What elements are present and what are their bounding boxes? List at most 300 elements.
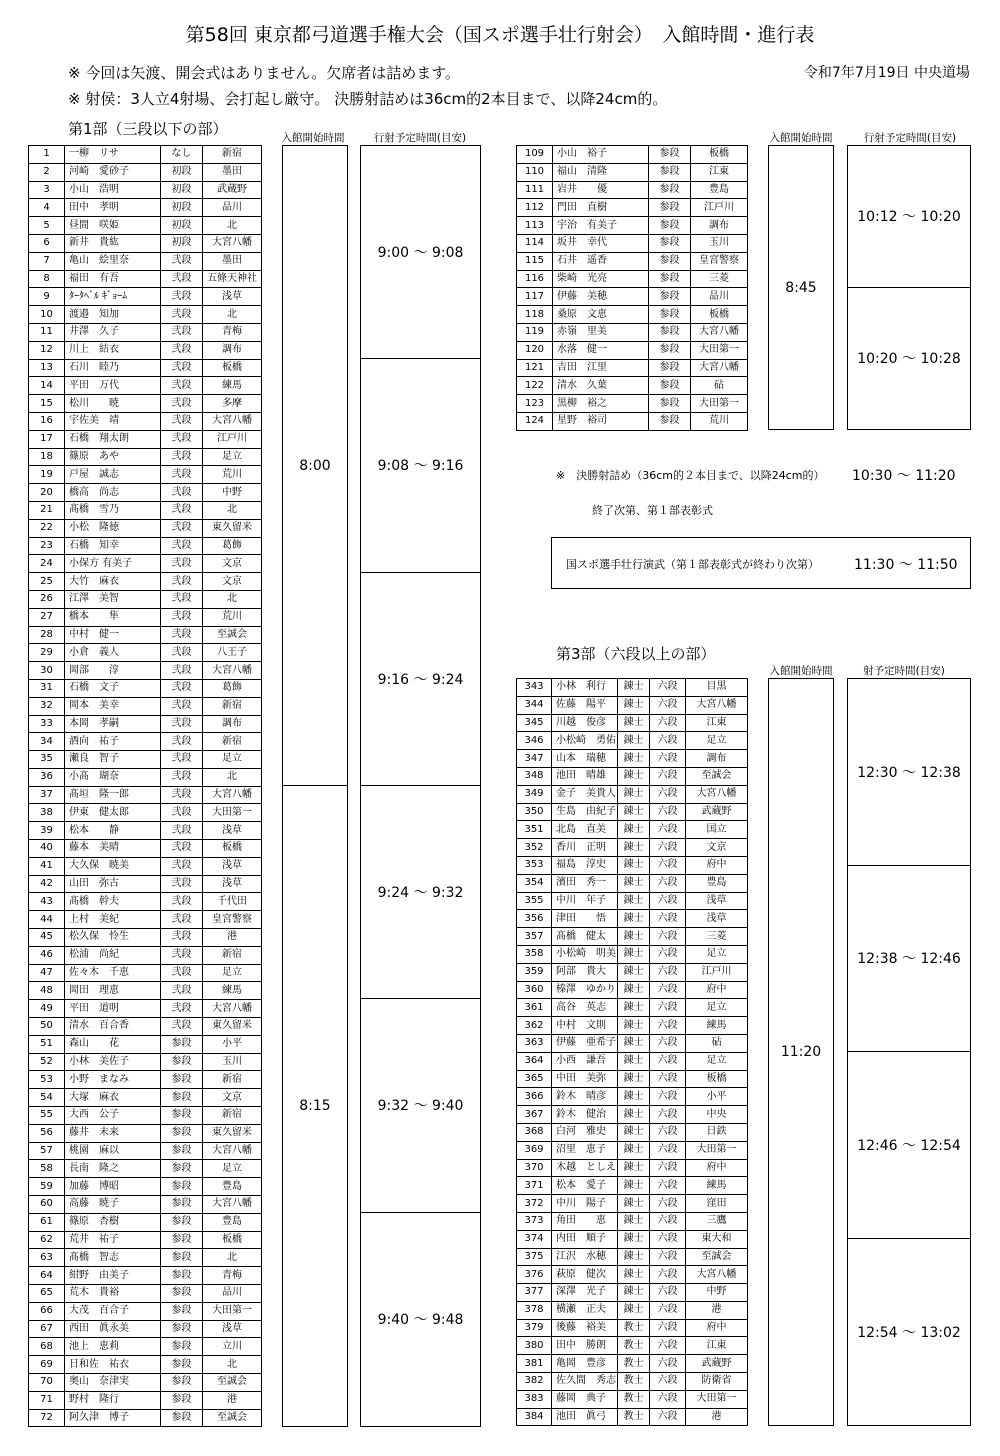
table-cell: 金子 美貴人 [552, 785, 618, 803]
table-cell: 30 [29, 662, 65, 680]
table-cell: 弐段 [161, 252, 203, 270]
table-cell: 新宿 [203, 733, 262, 751]
table-row [29, 893, 262, 911]
table-cell: 弐段 [161, 501, 203, 519]
table-cell: 北 [203, 501, 262, 519]
table-row [29, 786, 262, 804]
table-cell: 東久留米 [203, 519, 262, 537]
table-cell: 352 [517, 839, 552, 857]
table-cell: 参段 [161, 1053, 203, 1071]
table-row [517, 1266, 748, 1284]
table-cell: 川越 俊彦 [552, 714, 618, 732]
table-cell: 弐段 [161, 270, 203, 288]
table-cell: 錬士 [618, 1088, 650, 1106]
table-cell: 16 [29, 412, 65, 430]
table-row [29, 217, 262, 235]
table-cell: 参段 [649, 341, 691, 359]
table-cell: 20 [29, 484, 65, 502]
table-cell: 六段 [650, 1337, 686, 1355]
table-cell: 弐段 [161, 751, 203, 769]
table-cell: 武蔵野 [686, 1355, 748, 1373]
table-cell: 377 [517, 1284, 552, 1302]
table-row [29, 982, 262, 1000]
table-cell: 349 [517, 785, 552, 803]
table-cell: 六段 [650, 1106, 686, 1124]
table-row [517, 1106, 748, 1124]
table-cell: 70 [29, 1373, 65, 1391]
table-cell: 弐段 [161, 929, 203, 947]
part2-participant-table [516, 145, 748, 431]
table-cell: 足立 [686, 1052, 748, 1070]
table-cell: 六段 [650, 981, 686, 999]
table-cell: 亀山 絵里奈 [65, 252, 161, 270]
table-cell: 足立 [203, 751, 262, 769]
part3-title: 第3部（六段以上の部） [556, 645, 716, 663]
table-row [29, 590, 262, 608]
table-cell: 六段 [650, 1230, 686, 1248]
table-cell: 松本 愛子 [552, 1177, 618, 1195]
table-row [517, 395, 748, 413]
shoot-time-cell: 12:54 ～ 13:02 [857, 1324, 961, 1341]
table-cell: 北 [203, 217, 262, 235]
table-cell: 石井 遥香 [553, 252, 649, 270]
table-cell: 113 [517, 217, 553, 235]
table-cell: 錬士 [618, 1266, 650, 1284]
award-ceremony-label: 終了次第、第１部表彰式 [592, 504, 713, 517]
table-cell: 港 [203, 929, 262, 947]
table-row [29, 1302, 262, 1320]
table-cell: 六段 [650, 1373, 686, 1391]
table-cell: 大田第一 [686, 1141, 748, 1159]
table-cell: 374 [517, 1230, 552, 1248]
table-cell: 65 [29, 1285, 65, 1303]
table-row [517, 412, 748, 430]
table-cell: 武蔵野 [203, 181, 262, 199]
table-cell: 参段 [649, 359, 691, 377]
table-cell: 江澤 美智 [65, 590, 161, 608]
table-cell: 北 [203, 306, 262, 324]
table-cell: 錬士 [618, 679, 650, 697]
table-cell: 東久留米 [203, 1124, 262, 1142]
table-cell: 目黒 [686, 679, 748, 697]
table-cell: 35 [29, 751, 65, 769]
table-cell: 弐段 [161, 964, 203, 982]
table-cell: 石橋 文子 [65, 679, 161, 697]
table-row [517, 714, 748, 732]
part2-entry-header: 入館開始時間 [769, 132, 833, 144]
table-cell: 小林 美佐子 [65, 1053, 161, 1071]
part3-entry-header: 入館開始時間 [769, 665, 833, 677]
table-cell: 福田 有吾 [65, 270, 161, 288]
table-row [29, 484, 262, 502]
table-cell: 皇宮警察 [691, 252, 748, 270]
table-cell: 362 [517, 1017, 552, 1035]
table-cell: 六段 [650, 1088, 686, 1106]
table-cell: 67 [29, 1320, 65, 1338]
table-cell: 北島 直美 [552, 821, 618, 839]
table-row [29, 359, 262, 377]
table-cell: 六段 [650, 1408, 686, 1426]
table-cell: 368 [517, 1123, 552, 1141]
entry-time-cell: 8:15 [299, 1098, 331, 1114]
table-cell: 355 [517, 892, 552, 910]
table-cell: 参段 [161, 1302, 203, 1320]
table-cell: 弐段 [161, 786, 203, 804]
table-row [517, 1177, 748, 1195]
table-cell: 野村 隆行 [65, 1391, 161, 1409]
table-cell: 123 [517, 395, 553, 413]
table-cell: 砧 [691, 377, 748, 395]
table-cell: 54 [29, 1089, 65, 1107]
table-cell: 墨田 [203, 252, 262, 270]
table-cell: 中野 [686, 1284, 748, 1302]
table-row [517, 1088, 748, 1106]
table-cell: 柴崎 光亮 [553, 270, 649, 288]
table-cell: 40 [29, 840, 65, 858]
table-cell: 小野 まなみ [65, 1071, 161, 1089]
table-cell: 福島 淳史 [552, 856, 618, 874]
part2-entry-time: 8:45 [768, 145, 834, 430]
table-row [29, 715, 262, 733]
table-cell: 中央 [686, 1106, 748, 1124]
table-row [29, 341, 262, 359]
table-cell: 参段 [161, 1071, 203, 1089]
table-cell: 参段 [649, 306, 691, 324]
table-cell: 浅草 [203, 857, 262, 875]
table-cell: 錬士 [618, 910, 650, 928]
table-row [29, 270, 262, 288]
table-cell: 池田 眞弓 [552, 1408, 618, 1426]
table-cell: 参段 [161, 1409, 203, 1427]
table-row [517, 945, 748, 963]
table-cell: 353 [517, 856, 552, 874]
table-cell: 弐段 [161, 768, 203, 786]
table-cell: 45 [29, 929, 65, 947]
table-cell: 板橋 [203, 359, 262, 377]
table-cell: 51 [29, 1035, 65, 1053]
entry-time-cell: 8:00 [283, 146, 347, 786]
table-cell: 調布 [203, 341, 262, 359]
table-cell: 大宮八幡 [203, 662, 262, 680]
table-cell: 津田 悟 [552, 910, 618, 928]
table-cell: 弐段 [161, 395, 203, 413]
table-cell: 教士 [618, 1319, 650, 1337]
table-row [29, 946, 262, 964]
table-cell: 練馬 [203, 982, 262, 1000]
table-cell: 港 [203, 1391, 262, 1409]
table-cell: 六段 [650, 1034, 686, 1052]
table-cell: 小保方 有美子 [65, 555, 161, 573]
table-cell: 弐段 [161, 323, 203, 341]
table-cell: 高谷 英志 [552, 999, 618, 1017]
table-row [29, 911, 262, 929]
table-cell: 松川 暁 [65, 395, 161, 413]
table-cell: 品川 [203, 199, 262, 217]
table-cell: 118 [517, 306, 553, 324]
table-row [29, 1124, 262, 1142]
table-cell: 錬士 [618, 785, 650, 803]
table-cell: 石橋 翔太朗 [65, 430, 161, 448]
table-cell: 373 [517, 1212, 552, 1230]
table-row [517, 270, 748, 288]
table-cell: 府中 [686, 856, 748, 874]
table-cell: 一柳 リサ [65, 146, 161, 164]
table-cell: 六段 [650, 1052, 686, 1070]
table-row [29, 822, 262, 840]
table-cell: 浅草 [686, 910, 748, 928]
shoot-time-cell: 12:38 ～ 12:46 [848, 866, 970, 1053]
table-cell: 豊島 [203, 1213, 262, 1231]
table-cell: 板橋 [691, 306, 748, 324]
table-cell: 357 [517, 928, 552, 946]
table-cell: 錬士 [618, 1052, 650, 1070]
table-row [517, 821, 748, 839]
table-row [29, 1196, 262, 1214]
table-cell: 足立 [203, 1160, 262, 1178]
table-cell: 錬士 [618, 1212, 650, 1230]
table-cell: 26 [29, 590, 65, 608]
table-cell: 9 [29, 288, 65, 306]
table-cell: 36 [29, 768, 65, 786]
table-cell: 弐段 [161, 537, 203, 555]
table-cell: 参段 [161, 1356, 203, 1374]
table-row [517, 1017, 748, 1035]
table-cell: 六段 [650, 1248, 686, 1266]
table-cell: 379 [517, 1319, 552, 1337]
table-cell: 参段 [161, 1249, 203, 1267]
table-cell: 清水 百合香 [65, 1018, 161, 1036]
table-cell: 井澤 久子 [65, 323, 161, 341]
table-cell: 調布 [686, 750, 748, 768]
table-cell: 武蔵野 [686, 803, 748, 821]
table-row [517, 341, 748, 359]
table-cell: 宇治 有美子 [553, 217, 649, 235]
table-cell: 六段 [650, 1266, 686, 1284]
demo-label: 国スポ選手壮行演武（第１部表彰式が終わり次第） [566, 558, 819, 571]
table-cell: 小髙 瑚奈 [65, 768, 161, 786]
table-cell: 紺野 由美子 [65, 1267, 161, 1285]
table-row [517, 1355, 748, 1373]
table-cell: 佐々木 千恵 [65, 964, 161, 982]
table-row [517, 252, 748, 270]
table-cell: 371 [517, 1177, 552, 1195]
table-cell: 錬士 [618, 1141, 650, 1159]
table-cell: 小山 浩明 [65, 181, 161, 199]
table-cell: 三鷹 [686, 1212, 748, 1230]
table-cell: 116 [517, 270, 553, 288]
table-cell: 錬士 [618, 1230, 650, 1248]
table-cell: 弐段 [161, 982, 203, 1000]
table-cell: 大宮八幡 [203, 1196, 262, 1214]
table-cell: 12 [29, 341, 65, 359]
table-cell: 錬士 [618, 1106, 650, 1124]
table-cell: 44 [29, 911, 65, 929]
table-cell: 弐段 [161, 466, 203, 484]
table-cell: 参段 [161, 1107, 203, 1125]
table-cell: 岡田 理恵 [65, 982, 161, 1000]
table-cell: 参段 [161, 1035, 203, 1053]
table-cell: 弐段 [161, 697, 203, 715]
table-row [29, 377, 262, 395]
table-cell: 六段 [650, 1159, 686, 1177]
table-cell: 17 [29, 430, 65, 448]
table-cell: 後藤 裕美 [552, 1319, 618, 1337]
table-cell: 37 [29, 786, 65, 804]
table-cell: 小松 隆徳 [65, 519, 161, 537]
table-row [29, 751, 262, 769]
table-row [29, 804, 262, 822]
table-row [517, 839, 748, 857]
table-cell: 11 [29, 323, 65, 341]
table-cell: 六段 [650, 1195, 686, 1213]
table-cell: 69 [29, 1356, 65, 1374]
table-cell: 錬士 [618, 1034, 650, 1052]
table-cell: 大宮八幡 [686, 696, 748, 714]
part2-shoot-header: 行射予定時間(目安) [863, 132, 957, 144]
table-cell: 29 [29, 644, 65, 662]
table-cell: 錬士 [618, 821, 650, 839]
table-cell: 錬士 [618, 1248, 650, 1266]
table-cell: 昼間 咲姫 [65, 217, 161, 235]
table-cell: 弐段 [161, 1018, 203, 1036]
table-cell: 71 [29, 1391, 65, 1409]
table-cell: 足立 [686, 945, 748, 963]
table-cell: 弐段 [161, 804, 203, 822]
table-cell: 弐段 [161, 662, 203, 680]
table-cell: 50 [29, 1018, 65, 1036]
table-cell: 髙橋 幹夫 [65, 893, 161, 911]
table-cell: 錬士 [618, 767, 650, 785]
table-cell: 63 [29, 1249, 65, 1267]
table-cell: 坂井 幸代 [553, 234, 649, 252]
table-cell: 弐段 [161, 608, 203, 626]
table-cell: 練馬 [686, 1017, 748, 1035]
table-cell: 43 [29, 893, 65, 911]
table-cell: 大田第一 [686, 1390, 748, 1408]
table-cell: 岡本 美幸 [65, 697, 161, 715]
table-row [29, 626, 262, 644]
table-cell: 桑原 文恵 [553, 306, 649, 324]
table-cell: 中村 健一 [65, 626, 161, 644]
table-cell: 38 [29, 804, 65, 822]
table-row [29, 1285, 262, 1303]
table-cell: 21 [29, 501, 65, 519]
table-cell: 62 [29, 1231, 65, 1249]
table-cell: 大田第一 [691, 395, 748, 413]
table-cell: 大田第一 [691, 341, 748, 359]
table-cell: 弐段 [161, 412, 203, 430]
table-cell: 品川 [691, 288, 748, 306]
table-cell: 351 [517, 821, 552, 839]
table-cell: 大田第一 [203, 804, 262, 822]
table-row [517, 928, 748, 946]
table-cell: 川上 結衣 [65, 341, 161, 359]
table-row [517, 1319, 748, 1337]
table-cell: 363 [517, 1034, 552, 1052]
table-row [517, 377, 748, 395]
table-cell: 六段 [650, 803, 686, 821]
part3-entry-time: 11:20 [768, 678, 834, 1426]
table-cell: 錬士 [618, 1177, 650, 1195]
table-row [517, 1408, 748, 1426]
table-cell: 347 [517, 750, 552, 768]
table-cell: 参段 [161, 1213, 203, 1231]
table-cell: 香川 正明 [552, 839, 618, 857]
table-row [29, 1018, 262, 1036]
table-cell: 弐段 [161, 946, 203, 964]
table-cell: 奥山 奈津実 [65, 1373, 161, 1391]
note-line-1: ※ 今回は矢渡、開会式はありません。欠席者は詰めます。 [68, 64, 461, 82]
part1-title: 第1部（三段以下の部） [68, 120, 228, 138]
table-row [29, 1267, 262, 1285]
table-cell: 浅草 [686, 892, 748, 910]
table-cell: 41 [29, 857, 65, 875]
table-cell: 初段 [161, 199, 203, 217]
table-cell: 板橋 [203, 1231, 262, 1249]
table-row [517, 750, 748, 768]
table-row [517, 1212, 748, 1230]
table-row [517, 963, 748, 981]
table-cell: 足立 [203, 448, 262, 466]
shoot-time-cell: 9:16 ～ 9:24 [361, 573, 480, 786]
table-cell: 六段 [650, 928, 686, 946]
table-cell: 366 [517, 1088, 552, 1106]
table-cell: 360 [517, 981, 552, 999]
table-cell: 382 [517, 1373, 552, 1391]
table-cell: 六段 [650, 1212, 686, 1230]
table-cell: 阿久津 博子 [65, 1409, 161, 1427]
table-cell: 六段 [650, 785, 686, 803]
table-cell: 角田 恵 [552, 1212, 618, 1230]
table-row [29, 199, 262, 217]
table-cell: 弐段 [161, 893, 203, 911]
table-row [29, 733, 262, 751]
table-cell: 横瀬 正夫 [552, 1301, 618, 1319]
table-cell: 383 [517, 1390, 552, 1408]
table-cell: 六段 [650, 945, 686, 963]
table-cell: 浅草 [203, 288, 262, 306]
table-cell: 大塚 麻衣 [65, 1089, 161, 1107]
table-row [517, 199, 748, 217]
table-row [29, 163, 262, 181]
table-cell: 玉川 [203, 1053, 262, 1071]
part3-shoot-header: 射予定時間(目安) [863, 665, 945, 677]
table-cell: 弐段 [161, 840, 203, 858]
table-row [29, 697, 262, 715]
table-cell: 六段 [650, 714, 686, 732]
table-cell: 大宮八幡 [203, 786, 262, 804]
table-cell: 弐段 [161, 484, 203, 502]
table-cell: 砧 [686, 1034, 748, 1052]
table-row [517, 1337, 748, 1355]
table-cell: 六段 [650, 1355, 686, 1373]
demo-box [551, 537, 971, 589]
table-cell: 内田 順子 [552, 1230, 618, 1248]
table-cell: 弐段 [161, 857, 203, 875]
table-row [29, 412, 262, 430]
table-row [517, 856, 748, 874]
table-cell: 瀬良 智子 [65, 751, 161, 769]
table-cell: 国立 [686, 821, 748, 839]
table-cell: 教士 [618, 1337, 650, 1355]
table-cell: 参段 [649, 163, 691, 181]
table-cell: 宇佐美 靖 [65, 412, 161, 430]
table-cell: 参段 [649, 181, 691, 199]
table-cell: 江東 [691, 163, 748, 181]
table-cell: 28 [29, 626, 65, 644]
table-cell: 大宮八幡 [686, 785, 748, 803]
table-cell: 大宮八幡 [691, 323, 748, 341]
